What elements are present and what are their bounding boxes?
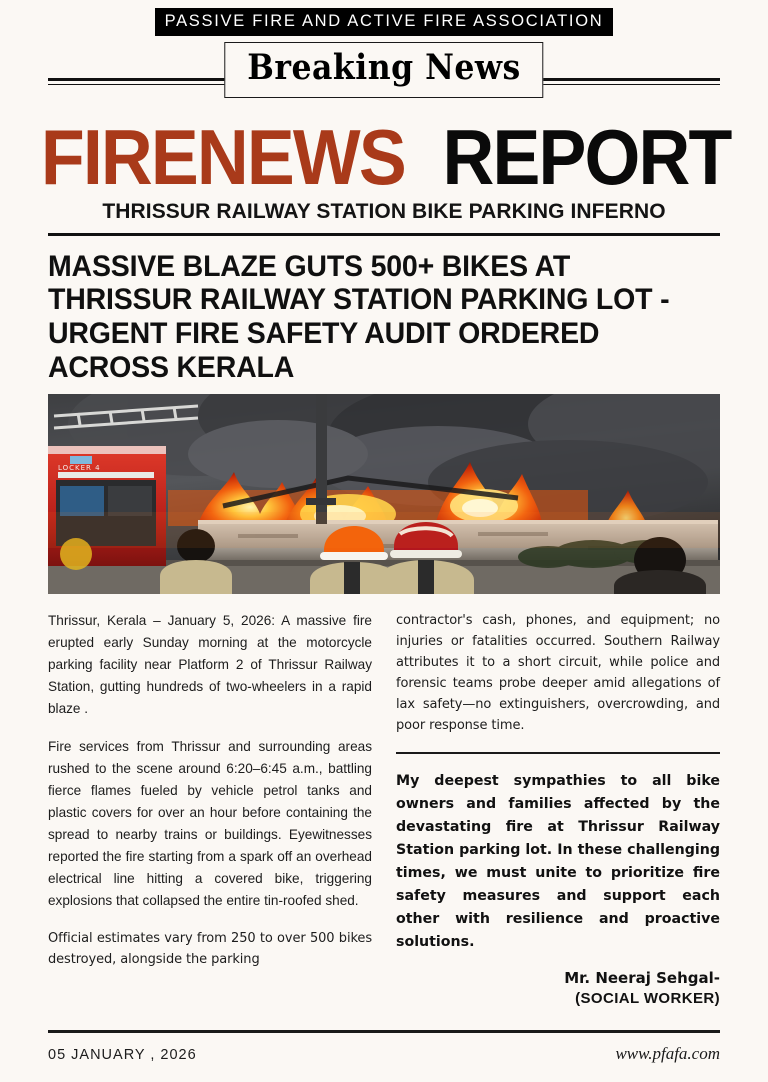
footer-divider: [48, 1030, 720, 1033]
association-bar-container: [0, 0, 768, 36]
brand-subtitle: THRISSUR RAILWAY STATION BIKE PARKING INFERNO: [102, 199, 666, 223]
page-headline: MASSIVE BLAZE GUTS 500+ BIKES AT THRISSUR RAILWAY STATION PARKING LOT - URGENT FIRE SAFETY AUDIT ORDERED ACROSS KERALA: [48, 249, 670, 384]
right-column: [396, 610, 720, 1009]
footer-date: 05 JANUARY , 2026: [48, 1047, 197, 1063]
left-column: [48, 610, 372, 1009]
svg-text:LOCKER 4: LOCKER 4: [58, 464, 101, 473]
breaking-news-band: [0, 42, 768, 118]
masthead-divider: [48, 233, 720, 236]
brand-firenews: FIRENEWS: [40, 112, 405, 201]
article-paragraph: Thrissur, Kerala – January 5, 2026: A massive fire erupted early Sunday morning at the motorcycle parking facility near Platform 2 of Thrissur Railway Station, gutting hundreds of two-wheelers in a rapid blaze .: [48, 613, 372, 717]
brand-title: [0, 112, 768, 201]
breaking-news-label: Breaking News: [247, 46, 521, 88]
page-footer: [48, 1044, 720, 1064]
quote-attribution: [396, 968, 720, 1009]
footer-website[interactable]: www.pfafa.com: [615, 1044, 720, 1063]
pull-quote: My deepest sympathies to all bike owners and families affected by the devastating fire at Thrissur Railway Station parking lot. In these challenging times, we must unite to prioritize fire safety measures and support each other with resilience and proactive solutions.: [396, 773, 720, 951]
quote-divider: [396, 752, 720, 754]
quote-author: Mr. Neeraj Sehgal-: [564, 969, 720, 988]
article-paragraph: Official estimates vary from 250 to over 500 bikes destroyed, alongside the parking: [48, 931, 372, 968]
article-paragraph: Fire services from Thrissur and surrounding areas rushed to the scene around 6:20–6:45 a.m., battling fierce flames fueled by vehicle petrol tanks and plastic covers for over an hour before containing the spread to nearby trains or buildings. Eyewitnesses reported the fire starting from a spark off an overhead electrical line hitting a covered bike, triggering explosions that collapsed the entire tin-roofed shed.: [48, 739, 372, 909]
breaking-news-box: [224, 42, 543, 98]
association-name-bar: PASSIVE FIRE AND ACTIVE FIRE ASSOCIATION: [155, 8, 614, 36]
article-paragraph: contractor's cash, phones, and equipment; no injuries or fatalities occurred. Southern Railway attributes it to a short circuit, while police and forensic teams probe deeper amid allegations of lax safety—no extinguishers, overcrowding, and poor response time.: [396, 613, 720, 734]
quote-author-role: (SOCIAL WORKER): [575, 989, 720, 1007]
article-columns: [48, 610, 720, 1009]
brand-report: REPORT: [442, 112, 731, 201]
fire-scene-illustration: [48, 394, 720, 594]
news-photo: [48, 394, 720, 594]
